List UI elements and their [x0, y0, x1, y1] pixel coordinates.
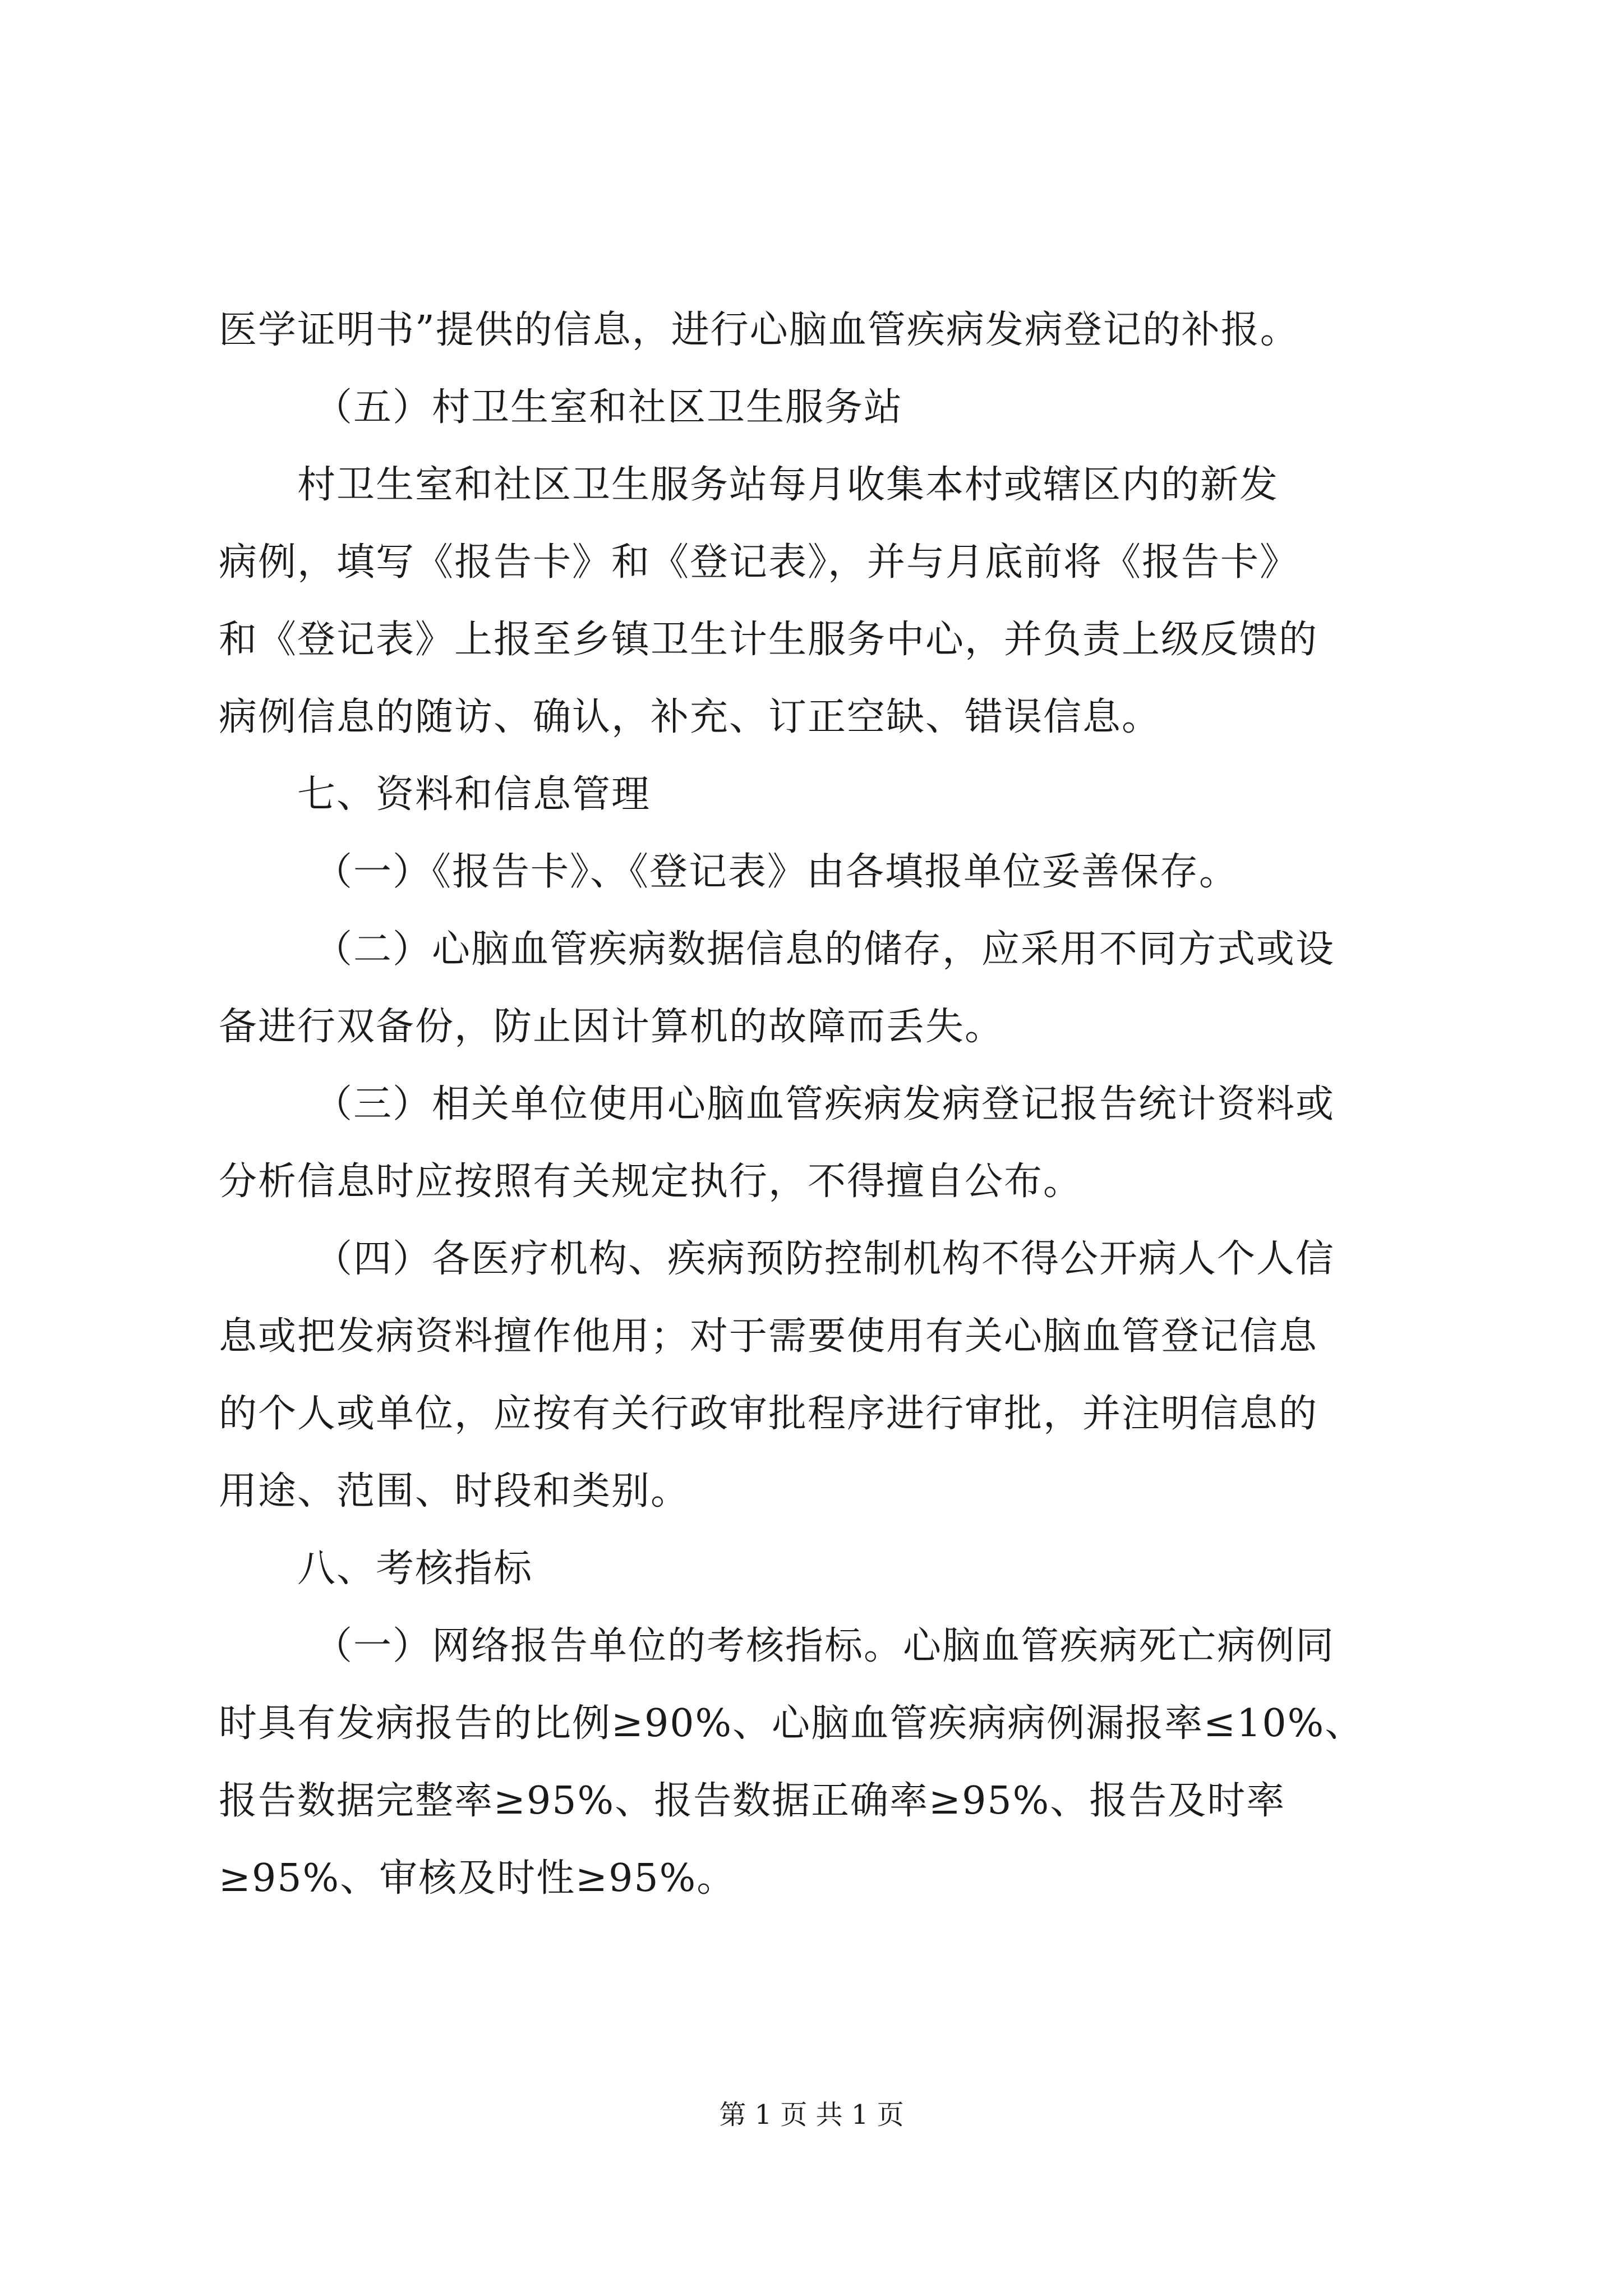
- paragraph-line: 村卫生室和社区卫生服务站每月收集本村或辖区内的新发: [297, 463, 1279, 507]
- paragraph-line: 分析信息时应按照有关规定执行，不得擅自公布。: [219, 1159, 1083, 1204]
- paragraph-line: 报告数据完整率≥95%、报告数据正确率≥95%、报告及时率: [219, 1779, 1286, 1823]
- paragraph-line: 医学证明书”提供的信息，进行心脑血管疾病发病登记的补报。: [219, 308, 1299, 352]
- paragraph-line: 备进行双备份，防止因计算机的故障而丢失。: [219, 1005, 1004, 1049]
- paragraph-line: （一）网络报告单位的考核指标。心脑血管疾病死亡病例同: [314, 1624, 1335, 1668]
- paragraph-line: 用途、范围、时段和类别。: [219, 1469, 690, 1513]
- section-heading: （五）村卫生室和社区卫生服务站: [314, 385, 903, 430]
- paragraph-line: ≥95%、审核及时性≥95%。: [219, 1856, 736, 1901]
- paragraph-line: 的个人或单位，应按有关行政审批程序进行审批，并注明信息的: [219, 1392, 1318, 1436]
- paragraph-line: 病例，填写《报告卡》和《登记表》，并与月底前将《报告卡》: [219, 540, 1299, 585]
- paragraph-line: 时具有发病报告的比例≥90%、心脑血管疾病病例漏报率≤10%、: [219, 1701, 1364, 1746]
- chapter-heading: 七、资料和信息管理: [297, 772, 651, 817]
- document-body: [219, 292, 1419, 1917]
- paragraph-line: （一）《报告卡》、《登记表》由各填报单位妥善保存。: [314, 850, 1239, 894]
- paragraph-line: 和《登记表》上报至乡镇卫生计生服务中心，并负责上级反馈的: [219, 618, 1318, 662]
- chapter-heading: 八、考核指标: [297, 1547, 533, 1591]
- paragraph-line: （三）相关单位使用心脑血管疾病发病登记报告统计资料或: [314, 1082, 1335, 1126]
- paragraph-line: 病例信息的随访、确认，补充、订正空缺、错误信息。: [219, 695, 1161, 739]
- paragraph-line: （四）各医疗机构、疾病预防控制机构不得公开病人个人信: [314, 1237, 1335, 1281]
- paragraph-line: （二）心脑血管疾病数据信息的储存，应采用不同方式或设: [314, 927, 1335, 972]
- paragraph-line: 息或把发病资料擅作他用；对于需要使用有关心脑血管登记信息: [219, 1314, 1318, 1359]
- page-number-footer: 第 1 页 共 1 页: [719, 2099, 904, 2131]
